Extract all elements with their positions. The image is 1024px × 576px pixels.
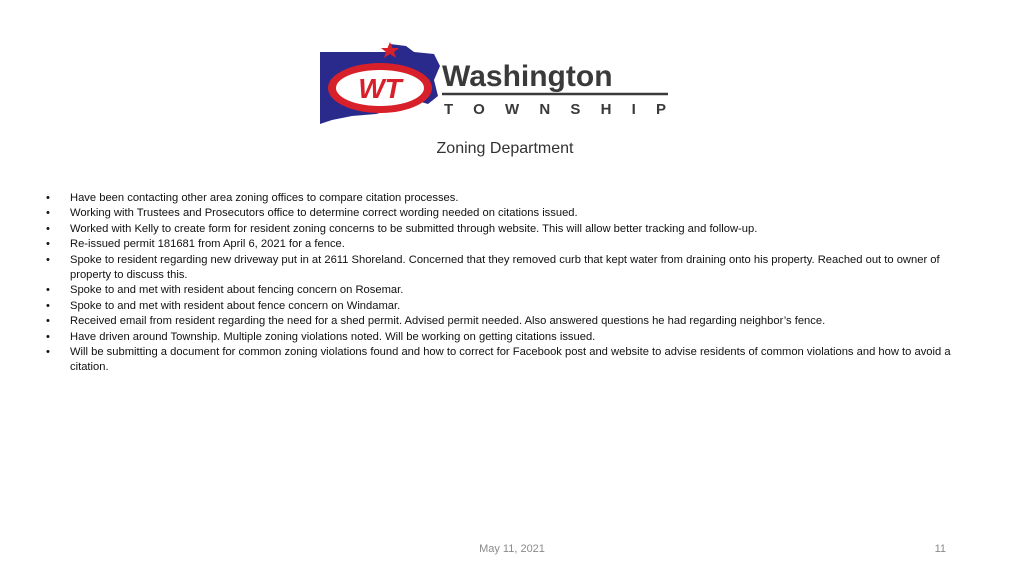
- bullet-icon: •: [46, 299, 50, 312]
- list-item: [46, 253, 981, 284]
- list-item: [46, 330, 981, 345]
- list-item: [46, 314, 981, 329]
- bullet-icon: •: [46, 315, 50, 328]
- list-item: [46, 222, 981, 237]
- bullet-icon: •: [46, 284, 50, 297]
- bullet-icon: •: [46, 253, 50, 266]
- bullet-list: [46, 191, 981, 376]
- list-item-text: Spoke to and met with resident about fence concern on Windamar.: [70, 299, 401, 312]
- page-subtitle: Zoning Department: [436, 140, 574, 157]
- logo-sub: TOWNSHIP: [444, 101, 666, 118]
- list-item-text: Have been contacting other area zoning offices to compare citation processes.: [70, 192, 459, 204]
- list-item: [46, 206, 981, 221]
- list-item: [46, 283, 981, 298]
- list-item-text: Spoke to resident regarding new driveway put in at 2611 Shoreland. Concerned that they removed curb that kept water from draining onto his property. Reached out to owner of property to discuss this.: [70, 253, 940, 282]
- bullet-icon: •: [46, 346, 50, 359]
- list-item-text: Re-issued permit 181681 from April 6, 2021 for a fence.: [70, 238, 345, 251]
- bullet-icon: •: [46, 192, 50, 204]
- list-item-text: Will be submitting a document for common zoning violations found and how to correct for Facebook post and website to advise residents of common violations and how to avoid a citation.: [70, 346, 951, 374]
- list-item-text: Worked with Kelly to create form for resident zoning concerns to be submitted through website. This will allow better tracking and follow-up.: [70, 222, 758, 235]
- bullet-icon: •: [46, 207, 50, 220]
- logo-initials: WT: [358, 73, 402, 104]
- list-item-text: Working with Trustees and Prosecutors office to determine correct wording needed on citations issued.: [70, 207, 578, 220]
- list-item-text: Received email from resident regarding the need for a shed permit. Advised permit needed. Also answered questions he had regarding neighbor’s fence.: [70, 315, 826, 328]
- bullet-icon: •: [46, 222, 50, 235]
- logo-word: Washington: [442, 60, 613, 93]
- page-number: 11: [934, 543, 946, 555]
- list-item-text: Spoke to and met with resident about fencing concern on Rosemar.: [70, 284, 404, 297]
- list-item: [46, 237, 981, 252]
- list-item: [46, 191, 981, 206]
- bullet-icon: •: [46, 238, 50, 251]
- washington-township-logo: [318, 40, 670, 126]
- list-item: [46, 299, 981, 314]
- list-item-text: Have driven around Township. Multiple zoning violations noted. Will be working on getting citations issued.: [70, 330, 596, 343]
- footer-date: May 11, 2021: [479, 543, 545, 555]
- bullet-icon: •: [46, 330, 50, 343]
- list-item: [46, 345, 981, 376]
